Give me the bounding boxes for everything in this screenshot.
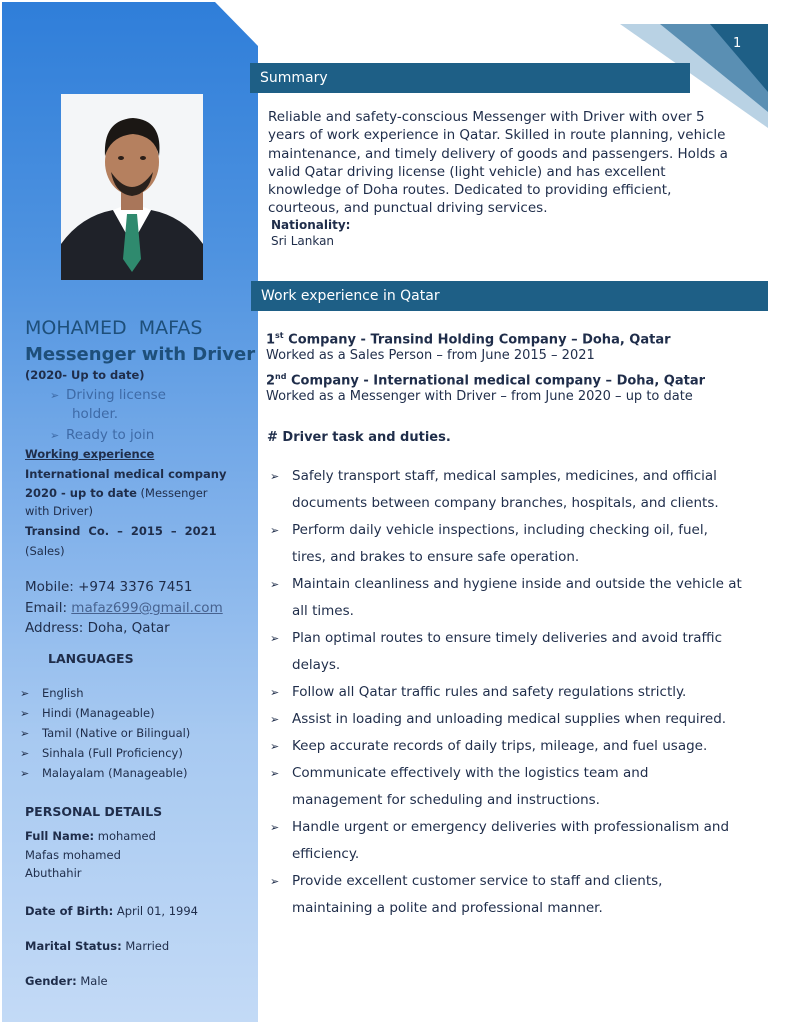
duty-text: Communicate effectively with the logistics team and bbox=[292, 765, 649, 781]
summary-line: Reliable and safety-conscious Messenger with Driver with over 5 bbox=[268, 109, 705, 125]
duty-item bbox=[270, 733, 770, 760]
arrow-bullet-icon: ➢ bbox=[270, 524, 280, 537]
marital-line: Marital Status: Married bbox=[25, 939, 170, 953]
arrow-bullet-icon: ➢ bbox=[270, 470, 280, 483]
duty-item bbox=[270, 679, 770, 706]
work-experience-heading: Working experience bbox=[25, 447, 155, 461]
fullname-line: Mafas mohamed bbox=[25, 848, 121, 862]
arrow-bullet-icon: ➢ bbox=[50, 389, 60, 402]
gender-line: Gender: Male bbox=[25, 974, 108, 988]
duty-item bbox=[270, 571, 770, 625]
language-item: ➢ Malayalam (Manageable) bbox=[20, 766, 188, 780]
language-item: ➢ Tamil (Native or Bilingual) bbox=[20, 726, 191, 740]
duty-text: Provide excellent customer service to staff and clients, bbox=[292, 873, 663, 889]
summary-line: years of work experience in Qatar. Skilled in route planning, vehicle bbox=[268, 127, 726, 144]
arrow-bullet-icon: ➢ bbox=[270, 821, 280, 834]
duty-text: documents between company branches, hospitals, and clients. bbox=[292, 495, 719, 511]
work-exp-line: (Sales) bbox=[25, 544, 65, 558]
arrow-bullet-icon: ➢ bbox=[20, 767, 30, 780]
duty-text: Keep accurate records of daily trips, mileage, and fuel usage. bbox=[292, 738, 708, 754]
profile-photo bbox=[61, 94, 203, 280]
summary-line: maintenance, and timely delivery of goods and passengers. Holds a bbox=[268, 145, 728, 162]
company-1-title: 1st Company - Transind Holding Company – Doha, Qatar bbox=[266, 331, 671, 348]
duty-text: efficiency. bbox=[292, 846, 360, 862]
arrow-bullet-icon: ➢ bbox=[270, 767, 280, 780]
company-1-detail: Worked as a Sales Person – from June 2015 – 2021 bbox=[266, 348, 595, 363]
duty-item bbox=[270, 814, 770, 868]
nationality-label: Nationality: bbox=[271, 218, 351, 232]
duty-text: Maintain cleanliness and hygiene inside and outside the vehicle at bbox=[292, 576, 742, 592]
arrow-bullet-icon: ➢ bbox=[20, 687, 30, 700]
page-number: 1 bbox=[733, 36, 742, 51]
duty-text: management for scheduling and instructions. bbox=[292, 792, 600, 808]
duty-text: Safely transport staff, medical samples, medicines, and official bbox=[292, 468, 717, 484]
duty-item bbox=[270, 760, 770, 814]
arrow-bullet-icon: ➢ bbox=[20, 707, 30, 720]
profile-title: Messenger with Driver bbox=[25, 344, 256, 365]
work-experience-header: Work experience in Qatar bbox=[251, 281, 768, 311]
fullname-line: Full Name: mohamed bbox=[25, 829, 156, 843]
language-item: ➢ Hindi (Manageable) bbox=[20, 706, 155, 720]
contact-email-line: Email: mafaz699@gmail.com bbox=[25, 600, 223, 616]
summary-header: Summary bbox=[250, 63, 690, 93]
duty-text: maintaining a polite and professional manner. bbox=[292, 900, 603, 916]
duty-item bbox=[270, 868, 770, 922]
contact-mobile: Mobile: +974 3376 7451 bbox=[25, 579, 193, 595]
work-exp-line: with Driver) bbox=[25, 504, 93, 518]
arrow-bullet-icon: ➢ bbox=[270, 632, 280, 645]
arrow-bullet-icon: ➢ bbox=[20, 747, 30, 760]
summary-line: valid Qatar driving license (light vehicle) and has excellent bbox=[268, 163, 666, 180]
personal-heading: PERSONAL DETAILS bbox=[25, 804, 163, 819]
duty-text: tires, and brakes to ensure safe operation. bbox=[292, 549, 580, 565]
arrow-bullet-icon: ➢ bbox=[50, 429, 60, 442]
language-item: ➢ Sinhala (Full Proficiency) bbox=[20, 746, 183, 760]
duty-text: Handle urgent or emergency deliveries with professionalism and bbox=[292, 819, 730, 835]
duty-item bbox=[270, 706, 770, 733]
email-link[interactable]: mafaz699@gmail.com bbox=[71, 600, 223, 616]
highlight-item: ➢ Ready to join bbox=[50, 427, 155, 443]
summary-line: courteous, and punctual driving services. bbox=[268, 200, 548, 217]
dob-line: Date of Birth: April 01, 1994 bbox=[25, 904, 198, 918]
duty-item bbox=[270, 517, 770, 571]
company-2-detail: Worked as a Messenger with Driver – from June 2020 – up to date bbox=[266, 389, 693, 404]
arrow-bullet-icon: ➢ bbox=[270, 686, 280, 699]
languages-heading: LANGUAGES bbox=[48, 651, 134, 666]
duty-text: Perform daily vehicle inspections, including checking oil, fuel, bbox=[292, 522, 708, 538]
summary-line: knowledge of Doha routes. Dedicated to providing efficient, bbox=[268, 182, 672, 199]
arrow-bullet-icon: ➢ bbox=[270, 740, 280, 753]
nationality-value: Sri Lankan bbox=[271, 234, 335, 248]
summary-paragraph bbox=[268, 108, 728, 218]
duty-text: all times. bbox=[292, 603, 354, 619]
profile-name: MOHAMED MAFAS bbox=[25, 317, 203, 339]
arrow-bullet-icon: ➢ bbox=[270, 875, 280, 888]
work-exp-line: Transind Co. – 2015 – 2021 bbox=[25, 524, 217, 538]
duty-text: Assist in loading and unloading medical supplies when required. bbox=[292, 711, 727, 727]
fullname-line: Abuthahir bbox=[25, 866, 82, 880]
company-2-title: 2nd Company - International medical company – Doha, Qatar bbox=[266, 372, 706, 389]
duty-item bbox=[270, 625, 770, 679]
highlight-item: ➢ Driving license bbox=[50, 387, 166, 403]
duty-text: delays. bbox=[292, 657, 341, 673]
highlight-item-cont: holder. bbox=[72, 406, 119, 422]
arrow-bullet-icon: ➢ bbox=[270, 713, 280, 726]
arrow-bullet-icon: ➢ bbox=[20, 727, 30, 740]
language-item: ➢ English bbox=[20, 686, 84, 700]
arrow-bullet-icon: ➢ bbox=[270, 578, 280, 591]
duty-text: Follow all Qatar traffic rules and safety regulations strictly. bbox=[292, 684, 687, 700]
duty-text: Plan optimal routes to ensure timely deliveries and avoid traffic bbox=[292, 630, 723, 646]
work-exp-line: 2020 - up to date (Messenger bbox=[25, 486, 208, 500]
duties-heading: # Driver task and duties. bbox=[267, 430, 451, 445]
profile-period: (2020- Up to date) bbox=[25, 368, 145, 382]
work-exp-line: International medical company bbox=[25, 467, 227, 481]
contact-address: Address: Doha, Qatar bbox=[25, 620, 170, 636]
duty-item bbox=[270, 463, 770, 517]
